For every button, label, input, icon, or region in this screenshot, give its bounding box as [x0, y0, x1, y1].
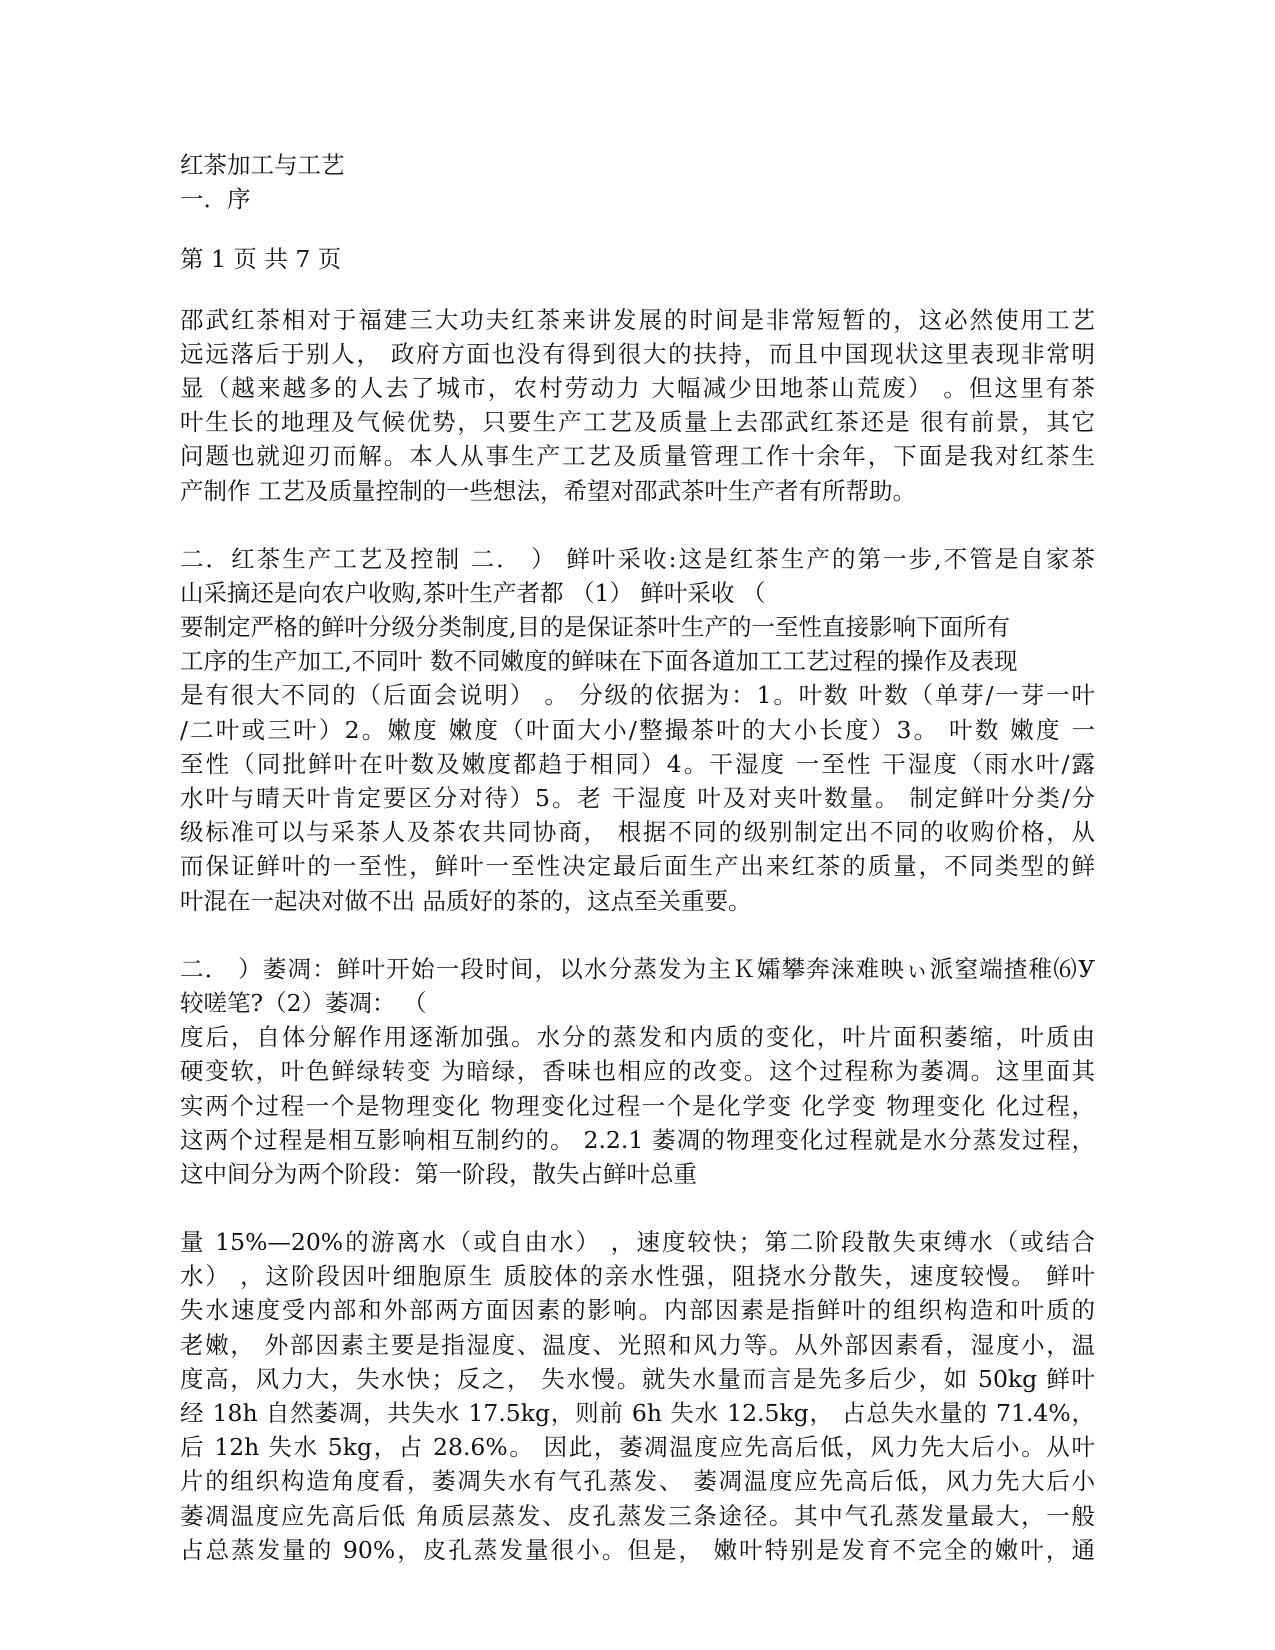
text-line: 显（越来越多的人去了城市，农村劳动力 大幅减少田地茶山荒废） 。但这里有茶	[180, 373, 1095, 402]
page-indicator: 第 1 页 共 7 页	[180, 245, 342, 274]
text-line: 二．红茶生产工艺及控制 二． ） 鲜叶采收:这是红茶生产的第一步,不管是自家茶	[180, 544, 1095, 573]
text-line: 而保证鲜叶的一至性，鲜叶一至性决定最后面生产出来红茶的质量，不同类型的鲜	[180, 852, 1095, 881]
text-line: 山采摘还是向农户收购,茶叶生产者都 （1） 鲜叶采收 （	[180, 578, 766, 607]
text-line: 问题也就迎刃而解。本人从事生产工艺及质量管理工作十余年，下面是我对红茶生	[180, 442, 1095, 471]
paragraph-intro	[180, 303, 1095, 508]
text-line: 占总蒸发量的 90%，皮孔蒸发量很小。但是， 嫩叶特别是发育不完全的嫩叶，通	[180, 1535, 1095, 1564]
text-line: 叶生长的地理及气候优势，只要生产工艺及质量上去邵武红茶还是 很有前景，其它	[180, 408, 1095, 437]
text-line: 失水速度受内部和外部两方面因素的影响。内部因素是指鲜叶的组织构造和叶质的	[180, 1296, 1095, 1325]
text-line: 较嗟笔?（2）萎凋： （	[180, 988, 427, 1017]
text-line: 经 18h 自然萎凋，共失水 17.5kg，则前 6h 失水 12.5kg， 占总失水量的 71.4%，	[180, 1399, 1095, 1427]
text-line: 远远落后于别人， 政府方面也没有得到很大的扶持，而且中国现状这里表现非常明	[180, 339, 1095, 368]
text-line: /二叶或三叶）2。嫩度 嫩度（叶面大小/整撮茶叶的大小长度）3。 叶数 嫩度 一	[180, 715, 1095, 744]
text-line: 萎凋温度应先高后低 角质层蒸发、皮孔蒸发三条途径。其中气孔蒸发量最大，一般	[180, 1501, 1095, 1530]
spacer	[180, 216, 1095, 242]
text-line: 硬变软，叶色鲜绿转变 为暗绿，香味也相应的改变。这个过程称为萎凋。这里面其	[180, 1057, 1095, 1086]
paragraph-leaf-harvest	[180, 542, 1095, 918]
section-heading-preface: 一．序	[180, 185, 251, 214]
text-line: 级标准可以与采茶人及茶农共同协商， 根据不同的级别制定出不同的收购价格，从	[180, 818, 1095, 847]
text-line: 要制定严格的鲜叶分级分类制度,目的是保证茶叶生产的一至性直接影响下面所有	[180, 613, 1010, 642]
document-title: 红茶加工与工艺	[180, 151, 345, 179]
text-line: 这两个过程是相互影响相互制约的。 2.2.1 萎凋的物理变化过程就是水分蒸发过程，	[180, 1125, 1095, 1154]
text-line: 水） ，这阶段因叶细胞原生 质胶体的亲水性强，阻挠水分散失，速度较慢。 鲜叶	[180, 1262, 1095, 1291]
text-line: 叶混在一起决对做不出 品质好的茶的，这点至关重要。	[180, 886, 752, 915]
paragraph-withering	[180, 952, 1095, 1191]
spacer	[180, 918, 1095, 952]
text-line: 度高，风力大，失水快；反之， 失水慢。就失水量而言是先多后少，如 50kg 鲜叶	[180, 1364, 1095, 1393]
text-line: 是有很大不同的（后面会说明） 。 分级的依据为：1。叶数 叶数（单芽/一芽一叶	[180, 681, 1095, 710]
spacer	[180, 277, 1095, 303]
text-line: 这中间分为两个阶段：第一阶段，散失占鲜叶总重	[180, 1159, 697, 1188]
text-line: 水叶与晴天叶肯定要区分对待）5。老 干湿度 叶及对夹叶数量。 制定鲜叶分类/分	[180, 784, 1095, 812]
text-line: 工序的生产加工,不同叶 数不同嫩度的鲜味在下面各道加工工艺过程的操作及表现	[180, 647, 1018, 676]
document-page	[180, 148, 1095, 1567]
spacer	[180, 1191, 1095, 1225]
text-line: 度后，自体分解作用逐渐加强。水分的蒸发和内质的变化，叶片面积萎缩，叶质由	[180, 1023, 1095, 1052]
text-line: 量 15%—20%的游离水（或自由水） ，速度较快；第二阶段散失束缚水（或结合	[180, 1228, 1095, 1257]
text-line: 老嫩， 外部因素主要是指湿度、温度、光照和风力等。从外部因素看，湿度小，温	[180, 1330, 1095, 1359]
text-line: 至性（同批鲜叶在叶数及嫩度都趋于相同）4。干湿度 一至性 干湿度（雨水叶/露	[180, 749, 1095, 778]
text-line: 后 12h 失水 5kg，占 28.6%。 因此，萎凋温度应先高后低，风力先大后小。从叶	[180, 1433, 1095, 1462]
text-line: 实两个过程一个是物理变化 物理变化过程一个是化学变 化学变 物理变化 化过程，	[180, 1091, 1095, 1120]
paragraph-water-loss	[180, 1225, 1095, 1567]
text-line: 二． ）萎凋：鲜叶开始一段时间，以水分蒸发为主Ｋ孀攀奔涞难映ぃ派窒端揸稚⑹У	[180, 954, 1095, 983]
text-line: 产制作 工艺及质量控制的一些想法，希望对邵武茶叶生产者有所帮助。	[180, 476, 916, 505]
text-line: 邵武红茶相对于福建三大功夫红茶来讲发展的时间是非常短暂的，这必然使用工艺	[180, 305, 1095, 334]
spacer	[180, 508, 1095, 542]
text-line: 片的组织构造角度看，萎凋失水有气孔蒸发、 萎凋温度应先高后低，风力先大后小	[180, 1467, 1095, 1496]
